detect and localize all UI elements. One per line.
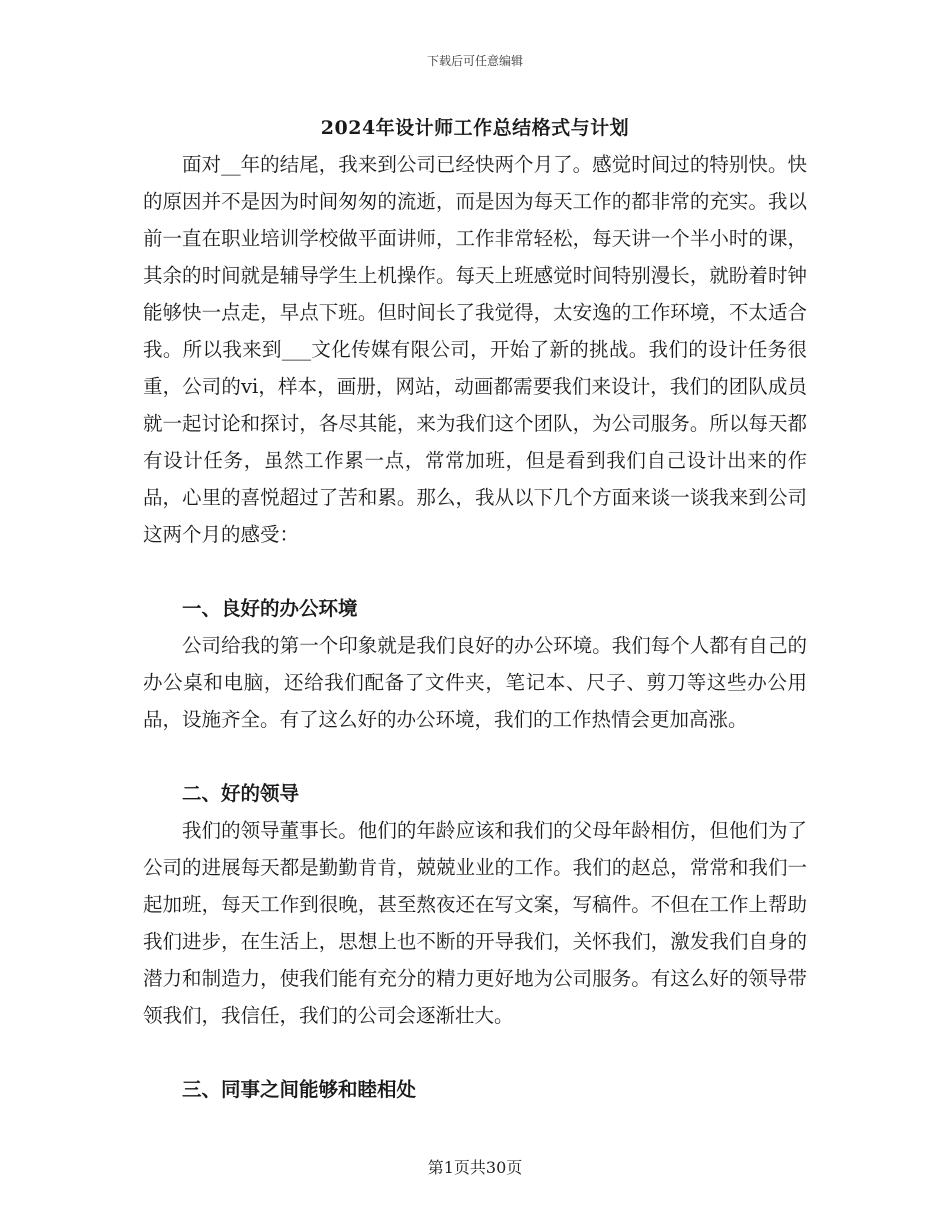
section-1-paragraph: 公司给我的第一个印象就是我们良好的办公环境。我们每个人都有自己的办公桌和电脑，还给我们配备了文件夹，笔记本、尺子、剪刀等这些办公用品，设施齐全。有了这么好的办公环境，我们的工作热情会更加高涨。 [143, 634, 807, 731]
section-1-heading: 一、良好的办公环境 [182, 597, 358, 620]
section-1-body [143, 627, 807, 738]
document-title: 2024年设计师工作总结格式与计划 [320, 117, 630, 139]
section-2-block [143, 775, 807, 812]
intro-block [143, 146, 807, 553]
section-2-paragraph: 我们的领导董事长。他们的年龄应该和我们的父母年龄相仿，但他们为了公司的进展每天都是勤勤肯肯，兢兢业业的工作。我们的赵总，常常和我们一起加班，每天工作到很晚，甚至熬夜还在写文案，写稿件。不但在工作上帮助我们进步，在生活上，思想上也不断的开导我们，关怀我们，激发我们自身的潜力和制造力，使我们能有充分的精力更好地为公司服务。有这么好的领导带领我们，我信任，我们的公司会逐渐壮大。 [143, 819, 807, 1027]
section-3-heading: 三、同事之间能够和睦相处 [182, 1078, 417, 1101]
section-3-block [143, 1071, 807, 1108]
page-number-footer: 第1页共30页 [427, 1158, 523, 1177]
page-header-note: 下载后可任意编辑 [426, 54, 523, 68]
section-2-heading: 二、好的领导 [182, 782, 300, 805]
section-1-block [143, 590, 807, 627]
section-2-body [143, 812, 807, 1034]
intro-paragraph: 面对__年的结尾，我来到公司已经快两个月了。感觉时间过的特别快。快的原因并不是因为时间匆匆的流逝，而是因为每天工作的都非常的充实。我以前一直在职业培训学校做平面讲师，工作非常轻松，每天讲一个半小时的课，其余的时间就是辅导学生上机操作。每天上班感觉时间特别漫长，就盼着时钟能够快一点走，早点下班。但时间长了我觉得，太安逸的工作环境，不太适合我。所以我来到___文化传媒有限公司，开始了新的挑战。我们的设计任务很重，公司的vi，样本，画册，网站，动画都需要我们来设计，我们的团队成员就一起讨论和探讨，各尽其能，来为我们这个团队，为公司服务。所以每天都有设计任务，虽然工作累一点，常常加班，但是看到我们自己设计出来的作品，心里的喜悦超过了苦和累。那么，我从以下几个方面来谈一谈我来到公司这两个月的感受： [143, 153, 807, 546]
